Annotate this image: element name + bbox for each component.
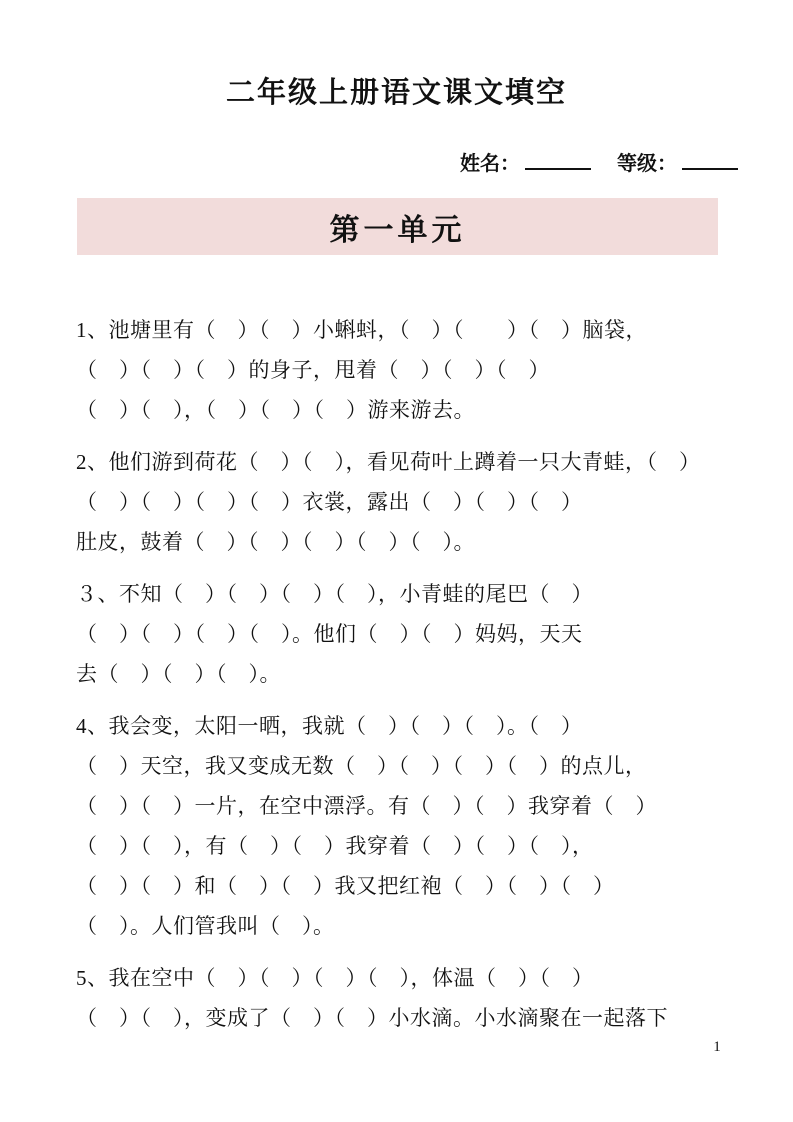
exercise-item-1 (76, 310, 724, 430)
name-label: 姓名： (460, 153, 520, 175)
unit-banner-title: 第一单元 (329, 213, 466, 247)
text-line: 4、我会变，太阳一晒，我就（ ）（ ）（ ）。（ ） (76, 714, 583, 738)
text-line: （ ）（ ）（ ）的身子，甩着（ ）（ ）（ ） (76, 358, 550, 382)
text-line: （ ）天空，我又变成无数（ ）（ ）（ ）（ ）的点儿， (76, 754, 647, 778)
text-line: 肚皮，鼓着（ ）（ ）（ ）（ ）（ ）。 (76, 530, 475, 554)
page-number: 1 (713, 1039, 721, 1055)
name-grade-row (460, 147, 738, 176)
document-title: 二年级上册语文课文填空 (225, 77, 567, 109)
text-line: 5、我在空中（ ）（ ）（ ）（ ），体温（ ）（ ） (76, 966, 594, 990)
exercise-list (76, 310, 724, 1050)
name-blank-line (525, 150, 591, 170)
text-line: （ ）（ ），变成了（ ）（ ）小水滴。小水滴聚在一起落下 (76, 1006, 668, 1030)
text-line: （ ）。人们管我叫（ ）。 (76, 914, 335, 938)
text-line: 1、池塘里有（ ）（ ）小蝌蚪，（ ）（ ）（ ）脑袋， (76, 318, 647, 342)
text-line: （ ）（ ），（ ）（ ）（ ）游来游去。 (76, 398, 475, 422)
exercise-item-5 (76, 958, 724, 1038)
text-line: （ ）（ ）和（ ）（ ）我又把红袍（ ）（ ）（ ） (76, 874, 615, 898)
exercise-item-3 (76, 574, 724, 694)
text-line: （ ）（ ）（ ）（ ）衣裳，露出（ ）（ ）（ ） (76, 490, 583, 514)
text-line: 去（ ）（ ）（ ）。 (76, 662, 281, 686)
exercise-item-2 (76, 442, 724, 562)
text-line: （ ）（ ）（ ）（ ）。他们（ ）（ ）妈妈，天天 (76, 622, 583, 646)
grade-blank-line (682, 150, 738, 170)
unit-banner (77, 198, 718, 255)
grade-label: 等级： (617, 153, 677, 175)
exercise-item-4 (76, 706, 724, 946)
text-line: （ ）（ ），有（ ）（ ）我穿着（ ）（ ）（ ）， (76, 834, 594, 858)
text-line: ３、不知（ ）（ ）（ ）（ ），小青蛙的尾巴（ ） (76, 582, 593, 606)
text-line: 2、他们游到荷花（ ）（ ），看见荷叶上蹲着一只大青蛙，（ ） (76, 450, 701, 474)
text-line: （ ）（ ）一片，在空中漂浮。有（ ）（ ）我穿着（ ） (76, 794, 657, 818)
